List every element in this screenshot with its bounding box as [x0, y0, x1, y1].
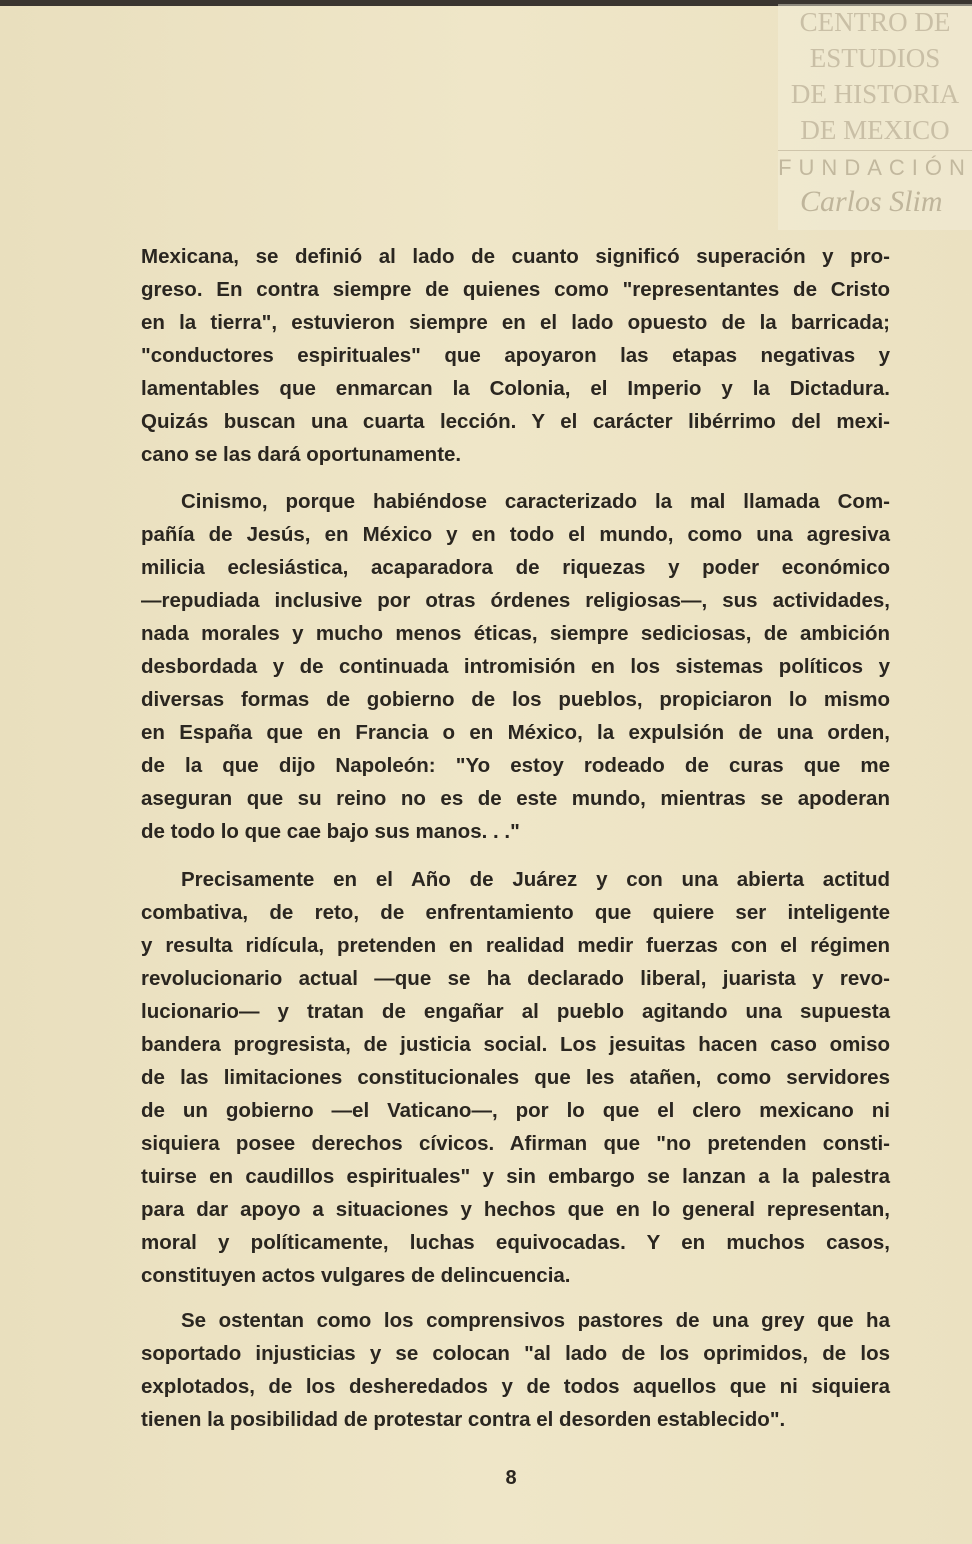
watermark-foundation: FUNDACIÓN — [778, 155, 972, 180]
text-line: lucionario— y tratan de engañar al pueblo agitando una supuesta — [141, 1000, 890, 1023]
page-number: 8 — [505, 1467, 517, 1489]
paragraph — [141, 485, 890, 848]
text-line: soportado injusticias y se colocan "al lado de los oprimidos, de los — [141, 1342, 890, 1365]
text-line: "conductores espirituales" que apoyaron las etapas negativas y — [141, 344, 890, 367]
watermark-signature: Carlos Slim — [800, 185, 943, 218]
text-line: de un gobierno —el Vaticano—, por lo que el clero mexicano ni — [141, 1099, 890, 1122]
text-line: combativa, de reto, de enfrentamiento que quiere ser inteligente — [141, 901, 890, 924]
watermark-line: DE HISTORIA — [790, 79, 960, 109]
text-line: de todo lo que cae bajo sus manos. . ." — [141, 820, 520, 843]
text-line: pañía de Jesús, en México y en todo el mundo, como una agresiva — [141, 523, 890, 546]
text-line: siquiera posee derechos cívicos. Afirman que "no pretenden consti- — [141, 1132, 890, 1155]
text-line: revolucionario actual —que se ha declarado liberal, juarista y revo- — [141, 967, 890, 990]
text-line: nada morales y mucho menos éticas, siempre sediciosas, de ambición — [141, 622, 890, 645]
text-line: Mexicana, se definió al lado de cuanto significó superación y pro- — [141, 245, 890, 268]
text-line: greso. En contra siempre de quienes como "representantes de Cristo — [141, 278, 890, 301]
text-line: en España que en Francia o en México, la expulsión de una orden, — [141, 721, 890, 744]
text-line: para dar apoyo a situaciones y hechos que en lo general representan, — [141, 1198, 890, 1221]
text-line: lamentables que enmarcan la Colonia, el Imperio y la Dictadura. — [141, 377, 890, 400]
text-line: milicia eclesiástica, acaparadora de riquezas y poder económico — [141, 556, 890, 579]
text-line: desbordada y de continuada intromisión en los sistemas políticos y — [141, 655, 890, 678]
text-line: moral y políticamente, luchas equivocadas. Y en muchos casos, — [141, 1231, 890, 1254]
text-line: constituyen actos vulgares de delincuencia. — [141, 1264, 571, 1287]
paragraph — [141, 863, 890, 1292]
paragraph — [141, 240, 890, 471]
text-line: explotados, de los desheredados y de todos aquellos que ni siquiera — [141, 1375, 890, 1398]
watermark-line: ESTUDIOS — [809, 43, 941, 73]
text-line: y resulta ridícula, pretenden en realidad medir fuerzas con el régimen — [141, 934, 890, 957]
watermark-divider — [778, 150, 972, 151]
text-line: de la que dijo Napoleón: "Yo estoy rodeado de curas que me — [141, 754, 890, 777]
text-line: Cinismo, porque habiéndose caracterizado la mal llamada Com- — [181, 490, 890, 513]
watermark-line: DE MEXICO — [800, 115, 950, 145]
text-line: Se ostentan como los comprensivos pastores de una grey que ha — [181, 1309, 890, 1332]
text-line: de las limitaciones constitucionales que les atañen, como servidores — [141, 1066, 890, 1089]
text-line: Precisamente en el Año de Juárez y con una abierta actitud — [181, 868, 890, 891]
text-line: aseguran que su reino no es de este mundo, mientras se apoderan — [141, 787, 890, 810]
text-line: tienen la posibilidad de protestar contra el desorden establecido". — [141, 1408, 786, 1431]
text-line: tuirse en caudillos espirituales" y sin embargo se lanzan a la palestra — [141, 1165, 890, 1188]
text-line: en la tierra", estuvieron siempre en el lado opuesto de la barricada; — [141, 311, 890, 334]
text-line: bandera progresista, de justicia social. Los jesuitas hacen caso omiso — [141, 1033, 890, 1056]
paragraph — [141, 1304, 890, 1436]
text-line: cano se las dará oportunamente. — [141, 443, 462, 466]
watermark-line: CENTRO DE — [799, 7, 951, 37]
text-line: —repudiada inclusive por otras órdenes religiosas—, sus actividades, — [141, 589, 890, 612]
text-line: diversas formas de gobierno de los pueblos, propiciaron lo mismo — [141, 688, 890, 711]
text-line: Quizás buscan una cuarta lección. Y el carácter libérrimo del mexi- — [141, 410, 890, 433]
